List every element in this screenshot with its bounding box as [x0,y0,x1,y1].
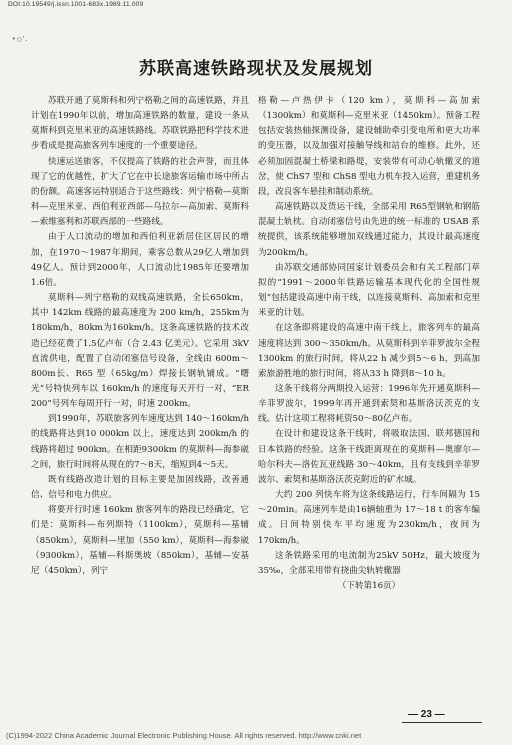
doi-header: DOI:10.19549/j.issn.1001-683x.1989.11.009 [8,1,144,8]
paragraph: 莫斯科—列宁格勒的双线高速铁路，全长650km，其中 142km 线路的最高速度为 200 km/h，255km为180km/h，80km为160km/h。这条高速铁路的技术改造已经花费了1.5亿卢布（合 2.43 亿美元）。它采用 3kV 直流供电，配置了自动闭塞信号设备，全线由 600m～800m长、R65 型（65kg/m）焊接长钢轨铺成。“曙光”号特快列车以 160km/h 的速度每天开行一对，“ER 200”号列车每周开行一对，时速 200km。 [31,293,249,410]
page-number: — 23 — [408,709,445,720]
paragraph: 由于人口流动的增加和西伯利亚新居住区居民的增加，在1970～1987年期间，乘客总数从29亿人增加到49亿人。预计到2000年，人口流动比1985年还要增加1.6倍。 [31,232,249,288]
article-title: 苏联高速铁路现状及发展规划 [139,59,373,79]
paragraph: 由苏联交通部协同国家计划委员会和有关工程部门草拟的“1991～2000年铁路运输基本现代化的全国性规划”包括建设高速中南干线，以连接莫斯科、高加索和克里米亚的计划。 [258,262,480,319]
paragraph: 高速铁路以及货运干线，全部采用 R65型钢轨和钢筋混凝土轨枕。自动闭塞信号由先进的统一标准的 USAB 系统提供，该系统能够增加双线通过能力，其设计最高速度为200km/h。 [258,202,480,258]
paragraph: 大约 200 列快车将为这条线路运行，行车间隔为 15～20min。高速列车是由16辆轴重为 17～18 t 的客车编成。日间特别快车平均速度为230km/h，夜间为170km/h。 [258,490,480,546]
paragraph: 在设计和建设这条干线时，将吸取法国、联邦德国和日本铁路的经验。这条干线距离现在的莫斯科—奥廖尔—哈尔科夫—洛佐瓦亚线路 30～40km，且有支线到辛菲罗波尔、索契和基斯洛沃茨克附近的矿水城。 [258,429,480,485]
corner-mark: •○'. [12,36,29,43]
paragraph: 格勒—卢热伊卡（120 km），莫斯科—高加索（1300km）和莫斯科—克里米亚（1450km）。预备工程包括安装热轴探测设备，建设辅助牵引变电所和更大功率的变压器，以及加强对接触导线和站台的维修。此外，还必须加固混凝土桥梁和路堤，安装带有可动心轨辙叉的道岔，使 ChS7 型和 ChS8 型电力机车投入运营，重建机务段，改良客车悬挂和制动系统。 [258,96,480,197]
right-column [258,94,480,594]
paragraph: 苏联开通了莫斯科和列宁格勒之间的高速铁路，并且计划在1990年以前，增加高速铁路的数量，建设一条从莫斯科到克里米亚的高速铁路线。苏联铁路把科学技术进步看成是提高旅客列车速度的一个重要途径。 [31,96,249,152]
paragraph: 既有线路改造计划的目标主要是加固线路，改善通信、信号和电力供应。 [31,474,249,501]
paragraph: 在这条即将建设的高速中南干线上，旅客列车的最高速度将达到 300～350km/h。从莫斯科到辛菲罗波尔全程 1300km 的旅行时间，将从22 h 减少到5～6 h，到高加索旅游胜地的旅行时间，将从33 h 降到8～10 h。 [258,323,480,379]
paragraph: 将要开行时速 160km 旅客列车的路段已经确定，它们是：莫斯科—布列斯特（1100km），莫斯科—基辅（850km），莫斯科—里加（550 km），莫斯科—海参崴（9300km），基辅—科斯奥坡（850km），基辅—安基尼（450km），列宁 [31,505,249,576]
paragraph: 这条干线将分两期投入运营：1996年先开通莫斯科—辛菲罗波尔，1999年再开通到索契和基斯洛沃茨克的支线。估计这项工程将耗资50～80亿卢布。 [258,383,480,425]
copyright-footer: (C)1994-2022 China Academic Journal Electronic Publishing House. All rights reserved. http://www.cnki.net [6,731,362,740]
left-column [31,94,249,579]
paragraph: 这条铁路采用的电流制为25kV 50Hz，最大坡度为35‰，全部采用带有挠曲尖轨转辙器 [258,550,480,576]
paragraph: 到1990年，苏联旅客列车速度达到 140～160km/h的线路将达到10 000km 以上，速度达到 200km/h 的线路将超过 900km。在相距9300km 的莫斯科—海参崴之间，旅行时间将从现在的7～8天，缩短到4～5天。 [31,414,249,470]
footer-rule [402,722,482,723]
paragraph: 快速运送旅客，不仅提高了铁路的社会声誉，而且体现了它的优越性，扩大了它在中长途旅客运输市场中所占的份额。高速客运特别适合于这些路线：列宁格勒—莫斯科—克里米亚、西伯利亚西部—乌拉尔—高加索、莫斯科—索维塞利和苏联西部的一些路线。 [31,156,249,228]
continuation-note: （下转第16页） [337,581,401,591]
